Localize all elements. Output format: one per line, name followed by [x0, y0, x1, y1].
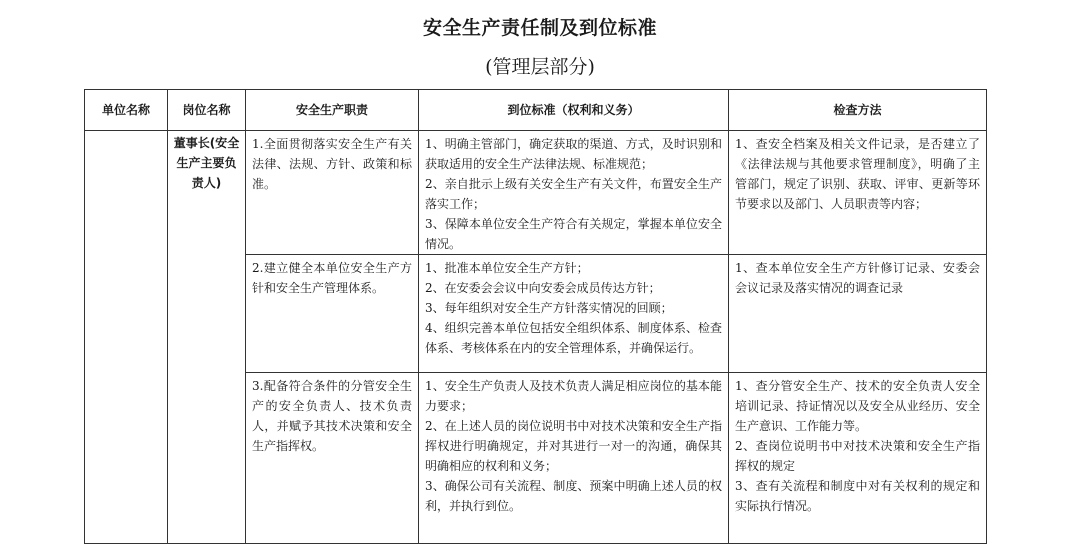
duty-text: 3.配备符合条件的分管安全生产的安全负责人、技术负责人，并赋予其技术决策和安全生产指挥权。	[252, 379, 412, 453]
check-item: 1、查本单位安全生产方针修订记录、安委会会议记录及落实情况的调查记录	[735, 261, 980, 295]
header-standard: 到位标准（权利和义务）	[419, 90, 729, 131]
standard-item: 1、批准本单位安全生产方针；	[425, 261, 589, 275]
standard-cell	[419, 131, 729, 255]
table-row	[85, 131, 987, 255]
standard-item: 2、亲自批示上级有关安全生产有关文件，布置安全生产落实工作；	[425, 177, 722, 211]
check-cell	[729, 373, 987, 544]
duty-text: 2.建立健全本单位安全生产方针和安全生产管理体系。	[252, 261, 412, 295]
check-cell	[729, 131, 987, 255]
document-title: 安全生产责任制及到位标准	[422, 17, 657, 39]
duty-cell	[246, 255, 419, 373]
header-position-name: 岗位名称	[168, 90, 246, 131]
unit-name-cell	[85, 131, 168, 544]
check-item: 1、查安全档案及相关文件记录，是否建立了《法律法规与其他要求管理制度》，明确了主管部门，规定了识别、获取、评审、更新等环节要求以及部门、人员职责等内容；	[735, 137, 980, 211]
responsibility-table	[84, 89, 987, 544]
standard-item: 1、安全生产负责人及技术负责人满足相应岗位的基本能力要求；	[425, 379, 722, 413]
document-subtitle: (管理层部分)	[485, 56, 595, 78]
standard-item: 2、在安委会会议中向安委会成员传达方针；	[425, 281, 661, 295]
standard-item: 3、每年组织对安全生产方针落实情况的回顾；	[425, 301, 673, 315]
check-item: 2、查岗位说明书中对技术决策和安全生产指挥权的规定	[735, 439, 980, 473]
duty-cell	[246, 131, 419, 255]
position-name: 董事长(安全生产主要负责人)	[173, 136, 240, 190]
standard-item: 3、确保公司有关流程、制度、预案中明确上述人员的权利，并执行到位。	[425, 479, 722, 513]
check-cell	[729, 255, 987, 373]
position-cell	[168, 131, 246, 544]
check-item: 3、查有关流程和制度中对有关权利的规定和实际执行情况。	[735, 479, 980, 513]
standard-item: 3、保障本单位安全生产符合有关规定，掌握本单位安全情况。	[425, 217, 722, 251]
check-item: 1、查分管安全生产、技术的安全负责人安全培训记录、持证情况以及安全从业经历、安全生产意识、工作能力等。	[735, 379, 980, 433]
standard-item: 2、在上述人员的岗位说明书中对技术决策和安全生产指挥权进行明确规定，并对其进行一对一的沟通，确保其明确相应的权利和义务；	[425, 419, 722, 473]
standard-item: 4、组织完善本单位包括安全组织体系、制度体系、检查体系、考核体系在内的安全管理体系，并确保运行。	[425, 321, 722, 355]
standard-cell	[419, 255, 729, 373]
header-unit-name: 单位名称	[85, 90, 168, 131]
table-header-row	[85, 90, 987, 131]
header-safety-duty: 安全生产职责	[246, 90, 419, 131]
duty-cell	[246, 373, 419, 544]
standard-item: 1、明确主管部门，确定获取的渠道、方式，及时识别和获取适用的安全生产法律法规、标准规范；	[425, 137, 722, 171]
duty-text: 1.全面贯彻落实安全生产有关法律、法规、方针、政策和标准。	[252, 137, 412, 191]
standard-cell	[419, 373, 729, 544]
header-check-method: 检查方法	[729, 90, 987, 131]
